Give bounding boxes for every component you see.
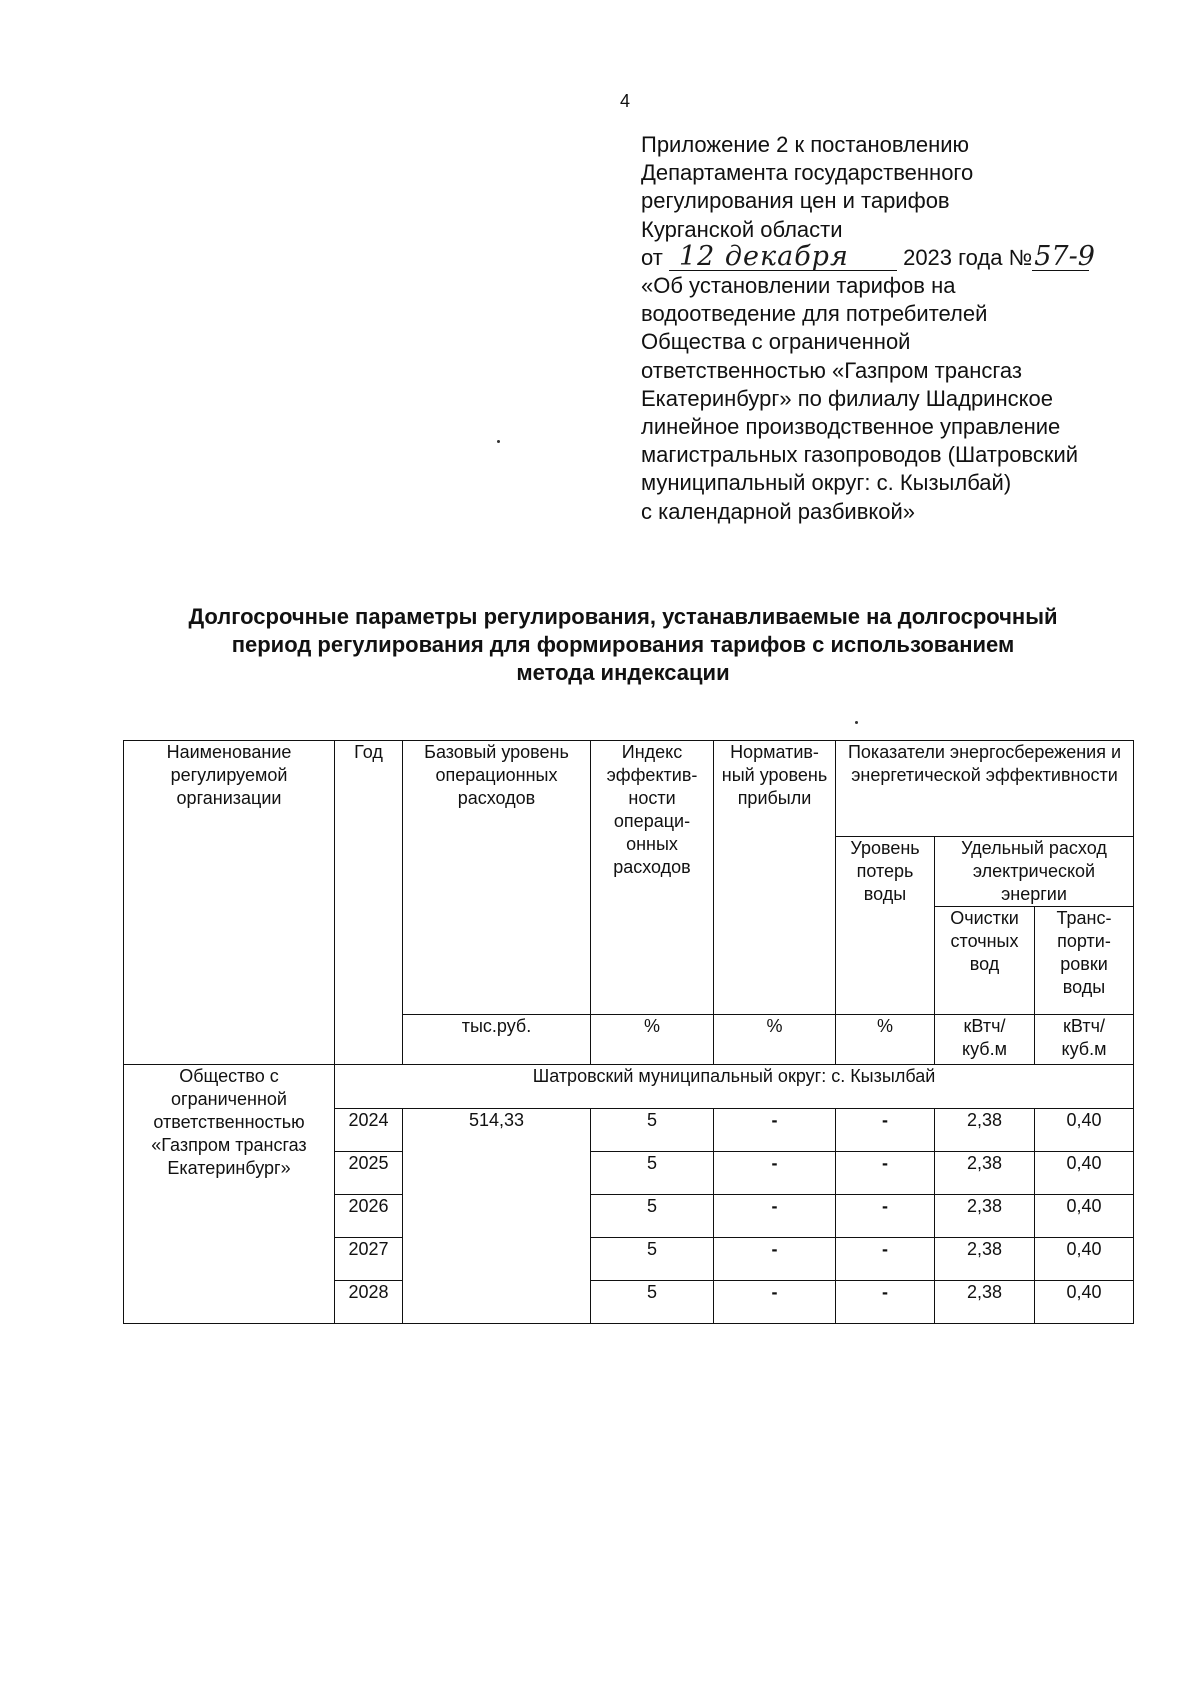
unit-transport: кВтч/ куб.м	[1035, 1015, 1134, 1065]
scan-speck	[855, 721, 858, 724]
header-specific-consumption: Удельный расход электрической энергии	[935, 837, 1134, 907]
header-water-transport: Транс-порти-ровки воды	[1035, 907, 1134, 1015]
appendix-line: Приложение 2 к постановлению	[641, 132, 970, 157]
year-cell: 2027	[335, 1238, 403, 1281]
title-line: метода индексации	[516, 660, 730, 685]
transport-cell: 0,40	[1035, 1281, 1134, 1324]
appendix-line: Курганской области	[641, 216, 843, 242]
transport-cell: 0,40	[1035, 1152, 1134, 1195]
loss-cell: -	[836, 1152, 935, 1195]
unit-treatment: кВтч/ куб.м	[935, 1015, 1035, 1065]
date-prefix: от	[641, 244, 663, 270]
index-cell: 5	[591, 1195, 714, 1238]
transport-cell: 0,40	[1035, 1195, 1134, 1238]
base-value: 514,33	[403, 1109, 591, 1324]
title-line: период регулирования для формирования тарифов с использованием	[231, 632, 1015, 657]
header-base-level: Базовый уровень операционных расходов	[403, 741, 591, 1015]
unit-index: %	[591, 1015, 714, 1065]
loss-cell: -	[836, 1195, 935, 1238]
treatment-cell: 2,38	[935, 1195, 1035, 1238]
organization-name: Общество с ограниченной ответственностью «Газпром трансгаз Екатеринбург»	[124, 1065, 335, 1324]
appendix-line: регулирования цен и тарифов	[641, 188, 950, 214]
year-cell: 2024	[335, 1109, 403, 1152]
subject-line: водоотведение для потребителей	[641, 301, 988, 327]
index-cell: 5	[591, 1281, 714, 1324]
header-wastewater-treatment: Очистки сточных вод	[935, 907, 1035, 1015]
appendix-block	[641, 131, 1181, 526]
year-cell: 2028	[335, 1281, 403, 1324]
header-water-loss: Уровень потерь воды	[836, 837, 935, 1015]
profit-cell: -	[714, 1281, 836, 1324]
scan-speck	[497, 440, 500, 443]
treatment-cell: 2,38	[935, 1109, 1035, 1152]
subject-line: Общества с ограниченной	[641, 329, 911, 355]
year-cell: 2026	[335, 1195, 403, 1238]
header-efficiency-index: Индекс эффектив-ности операци-онных расходов	[591, 741, 714, 1015]
unit-loss: %	[836, 1015, 935, 1065]
loss-cell: -	[836, 1238, 935, 1281]
treatment-cell: 2,38	[935, 1238, 1035, 1281]
year-text: 2023 года №	[903, 244, 1033, 270]
parameters-table	[123, 740, 1134, 1324]
subject-line: с календарной разбивкой»	[641, 498, 916, 524]
profit-cell: -	[714, 1109, 836, 1152]
appendix-date-line	[641, 240, 1181, 272]
handwritten-number: 57-9	[1034, 240, 1095, 272]
subject-line: магистральных газопроводов (Шатровский	[641, 442, 1079, 468]
title-line: Долгосрочные параметры регулирования, устанавливаемые на долгосрочный	[188, 604, 1058, 629]
subject-line: ответственностью «Газпром трансгаз	[641, 357, 1022, 383]
page-number: 4	[620, 91, 631, 111]
transport-cell: 0,40	[1035, 1238, 1134, 1281]
treatment-cell: 2,38	[935, 1152, 1035, 1195]
subject-line: муниципальный округ: с. Кызылбай)	[641, 470, 1012, 496]
transport-cell: 0,40	[1035, 1109, 1134, 1152]
appendix-line: Департамента государственного	[641, 160, 974, 186]
year-cell: 2025	[335, 1152, 403, 1195]
index-cell: 5	[591, 1109, 714, 1152]
unit-base: тыс.руб.	[403, 1015, 591, 1065]
loss-cell: -	[836, 1281, 935, 1324]
treatment-cell: 2,38	[935, 1281, 1035, 1324]
subject-line: «Об установлении тарифов на	[641, 273, 956, 299]
header-year: Год	[335, 741, 403, 1065]
handwritten-date: 12 декабря	[669, 244, 897, 271]
index-cell: 5	[591, 1152, 714, 1195]
profit-cell: -	[714, 1195, 836, 1238]
header-org: Наименование регулируемой организации	[124, 741, 335, 1065]
index-cell: 5	[591, 1238, 714, 1281]
subject-line: Екатеринбург» по филиалу Шадринское	[641, 385, 1053, 411]
territory-row: Шатровский муниципальный округ: с. Кызылбай	[335, 1065, 1134, 1109]
unit-profit: %	[714, 1015, 836, 1065]
profit-cell: -	[714, 1152, 836, 1195]
subject-line: линейное производственное управление	[641, 414, 1061, 440]
loss-cell: -	[836, 1109, 935, 1152]
header-energy-indicators: Показатели энергосбережения и энергетической эффективности	[836, 741, 1134, 837]
header-profit-level: Норматив-ный уровень прибыли	[714, 741, 836, 1015]
profit-cell: -	[714, 1238, 836, 1281]
document-title	[122, 603, 1124, 687]
